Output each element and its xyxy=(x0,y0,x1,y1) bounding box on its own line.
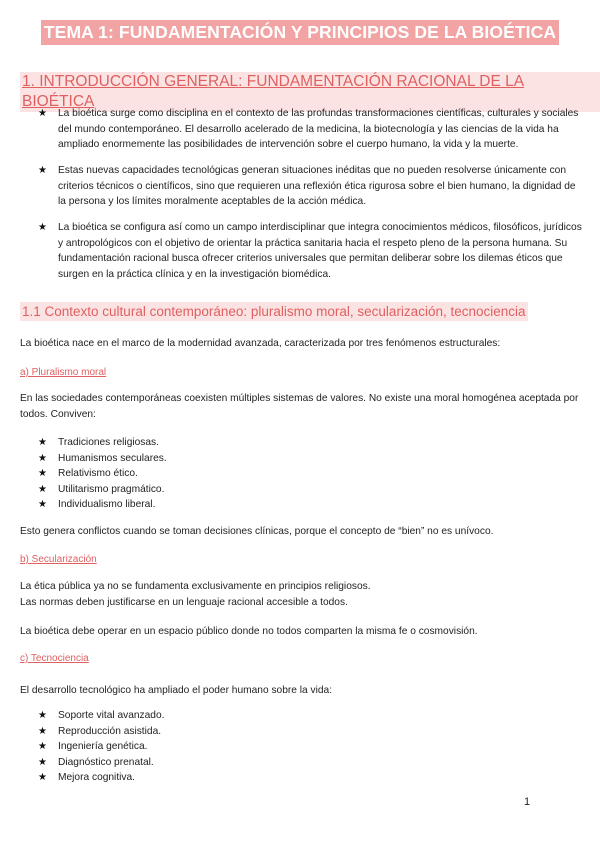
star-icon: ★ xyxy=(38,499,47,510)
pluralismo-list xyxy=(0,435,600,513)
list-item: ★ La bioética se configura así como un campo interdisciplinar que integra conocimientos médicos, filosóficos, jurídicos y antropológicos con el objetivo de orientar la práctica sanitaria hacia el respeto pleno de la persona humana. Su fundamentación racional busca ofrecer criterios universales que permitan deliberar sobre los dilemas éticos que surgen en la práctica clínica y en la investigación biomédica. xyxy=(38,222,582,280)
list-item: ★ Estas nuevas capacidades tecnológicas generan situaciones inéditas que no pueden resolverse únicamente con criterios técnicos o científicos, sino que requieren una reflexión ética rigurosa sobre el bien humano, la dignidad de la persona y los límites moralmente aceptables de la acción médica. xyxy=(38,165,576,207)
list-item: ★ Relativismo ético. xyxy=(0,466,600,482)
list-item: ★ Tradiciones religiosas. xyxy=(0,435,600,451)
star-icon: ★ xyxy=(38,468,47,479)
list-item: ★ Mejora cognitiva. xyxy=(0,770,600,786)
title-block xyxy=(0,20,600,45)
intro-bullet-list xyxy=(0,106,600,293)
list-item: ★ Ingeniería genética. xyxy=(0,739,600,755)
tecnociencia-list xyxy=(0,708,600,786)
star-icon: ★ xyxy=(38,483,47,495)
list-item: ★ Reproducción asistida. xyxy=(0,724,600,740)
star-icon: ★ xyxy=(38,222,47,233)
list-item: ★ Individualismo liberal. xyxy=(0,497,600,513)
star-icon: ★ xyxy=(38,452,47,464)
star-icon: ★ xyxy=(38,725,47,737)
list-item: ★ La bioética surge como disciplina en el contexto de las profundas transformaciones científicas, culturales y sociales del mundo contemporáneo. El desarrollo acelerado de la medicina, la biotecnología y las ciencias de la vida ha ampliado enormemente las posibilidades de intervención sobre el cuerpo humano, la vida y la muerte. xyxy=(38,108,579,150)
pluralismo-conclusion: Esto genera conflictos cuando se toman decisiones clínicas, porque el concepto de “bien” no es unívoco. xyxy=(20,526,494,537)
star-icon: ★ xyxy=(38,437,47,448)
star-icon: ★ xyxy=(38,710,47,721)
pluralismo-text: En las sociedades contemporáneas coexisten múltiples sistemas de valores. No existe una moral homogénea aceptada por todos. Conviven: xyxy=(20,393,579,420)
tecnociencia-text: El desarrollo tecnológico ha ampliado el poder humano sobre la vida: xyxy=(20,685,333,696)
star-icon: ★ xyxy=(38,741,47,752)
section-1-1-heading: 1.1 Contexto cultural contemporáneo: pluralismo moral, secularización, tecnociencia xyxy=(22,304,526,319)
star-icon: ★ xyxy=(38,772,47,783)
subheading-pluralismo: a) Pluralismo moral xyxy=(20,367,107,378)
page-number: 1 xyxy=(524,796,531,808)
star-icon: ★ xyxy=(38,108,47,119)
section-1-heading: 1. INTRODUCCIÓN GENERAL: FUNDAMENTACIÓN RACIONAL DE LA BIOÉTICA xyxy=(20,72,600,112)
section-1-1-intro: La bioética nace en el marco de la modernidad avanzada, caracterizada por tres fenómenos estructurales: xyxy=(20,338,501,349)
document-title: TEMA 1: FUNDAMENTACIÓN Y PRINCIPIOS DE LA BIOÉTICA xyxy=(41,20,559,45)
list-item: ★ Utilitarismo pragmático. xyxy=(0,482,600,498)
secularizacion-line-2: Las normas deben justificarse en un lenguaje racional accesible a todos. xyxy=(20,597,348,608)
star-icon: ★ xyxy=(38,756,47,768)
list-item: ★ Soporte vital avanzado. xyxy=(0,708,600,724)
subheading-tecnociencia: c) Tecnociencia xyxy=(20,653,89,664)
list-item: ★ Humanismos seculares. xyxy=(0,451,600,467)
section-1-1-heading-block xyxy=(20,302,528,321)
secularizacion-conclusion: La bioética debe operar en un espacio público donde no todos comparten la misma fe o cosmovisión. xyxy=(20,626,478,637)
subheading-secularizacion: b) Secularización xyxy=(20,554,97,565)
star-icon: ★ xyxy=(38,165,47,176)
secularizacion-line-1: La ética pública ya no se fundamenta exclusivamente en principios religiosos. xyxy=(20,581,371,592)
list-item: ★ Diagnóstico prenatal. xyxy=(0,755,600,771)
